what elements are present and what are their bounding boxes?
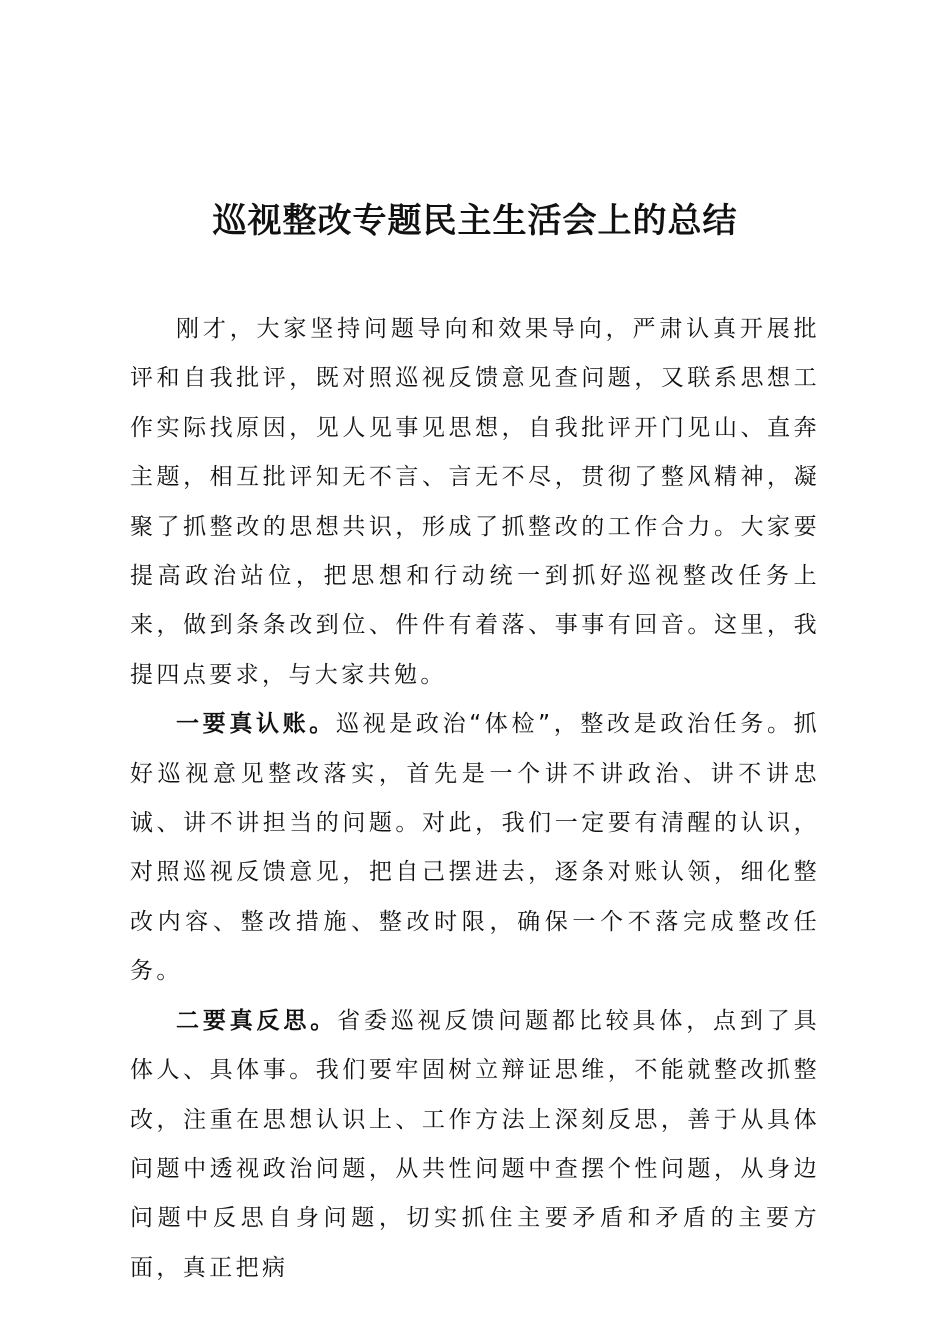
paragraph-point-two-text: 省委巡视反馈问题都比较具体，点到了具体人、具体事。我们要牢固树立辩证思维，不能就整改抓整改，注重在思想认识上、工作方法上深刻反思，善于从具体问题中透视政治问题，从共性问题中查摆个性问题，从身边问题中反思自身问题，切实抓住主要矛盾和矛盾的主要方面，真正把病 xyxy=(130,1007,821,1281)
document-title: 巡视整改专题民主生活会上的总结 xyxy=(212,201,738,241)
paragraph-intro-text: 刚才，大家坚持问题导向和效果导向，严肃认真开展批评和自我批评，既对照巡视反馈意见查问题，又联系思想工作实际找原因，见人见事见思想，自我批评开门见山、直奔主题，相互批评知无不言、言无不尽，贯彻了整风精神，凝聚了抓整改的思想共识，形成了抓整改的工作合力。大家要提高政治站位，把思想和行动统一到抓好巡视整改任务上来，做到条条改到位、件件有着落、事事有回音。这里，我提四点要求，与大家共勉。 xyxy=(130,316,820,688)
paragraph-point-one xyxy=(130,700,820,996)
paragraph-point-one-text: 巡视是政治“体检”，整改是政治任务。抓好巡视意见整改落实，首先是一个讲不讲政治、讲不讲忠诚、讲不讲担当的问题。对此，我们一定要有清醒的认识，对照巡视反馈意见，把自己摆进去，逐条对账认领，细化整改内容、整改措施、整改时限，确保一个不落完成整改任务。 xyxy=(130,711,821,985)
document-body xyxy=(130,305,820,1293)
paragraph-intro xyxy=(130,305,820,700)
paragraph-point-two xyxy=(130,997,820,1293)
paragraph-point-one-lead: 一要真认账。 xyxy=(176,711,336,738)
paragraph-point-two-lead: 二要真反思。 xyxy=(176,1007,338,1034)
